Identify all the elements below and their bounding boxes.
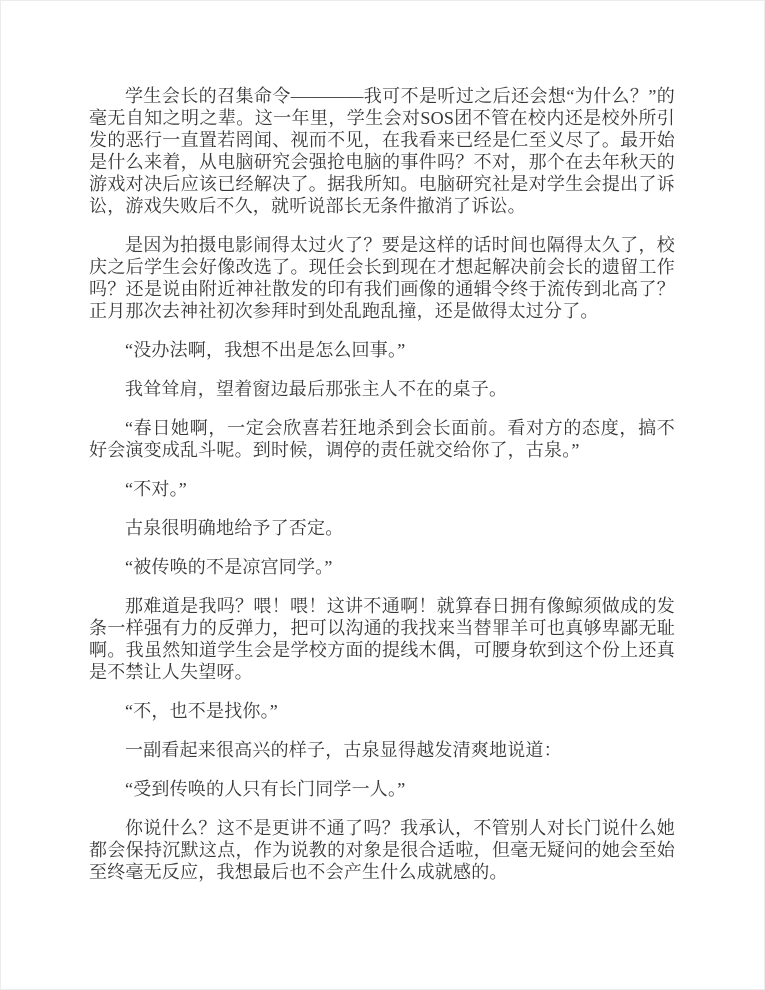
paragraph: “受到传唤的人只有长门同学一人。” [125,779,406,799]
paragraph: “春日她啊，一定会欣喜若狂地杀到会长面前。看对方的态度，搞不好会演变成乱斗呢。到时候，调停的责任就交给你了，古泉。” [89,418,675,460]
paragraph: 你说什么？这不是更讲不通了吗？我承认，不管别人对长门说什么她都会保持沉默这点，作为说教的对象是很合适啦，但毫无疑问的她会至始至终毫无反应，我想最后也不会产生什么成就感的。 [89,818,675,882]
paragraph: “不对。” [125,479,187,499]
paragraph: 是因为拍摄电影闹得太过火了？要是这样的话时间也隔得太久了，校庆之后学生会好像改选了。现任会长到现在才想起解决前会长的遗留工作吗？还是说由附近神社散发的印有我们画像的通辑令终于流传到北高了？正月那次去神社初次参拜时到处乱跑乱撞，还是做得太过分了。 [89,235,675,321]
paragraph: “被传唤的不是凉宫同学。” [125,557,333,577]
paragraph: 我耸耸肩，望着窗边最后那张主人不在的桌子。 [125,379,508,399]
paragraph: “没办法啊，我想不出是怎么回事。” [125,340,406,360]
novel-text-block [89,85,675,900]
paragraph: “不，也不是找你。” [125,701,278,721]
paragraph: 一副看起来很高兴的样子，古泉显得越发清爽地说道： [125,740,562,760]
paragraph: 那难道是我吗？喂！喂！这讲不通啊！就算春日拥有像鲸须做成的发条一样强有力的反弹力，把可以沟通的我找来当替罪羊可也真够卑鄙无耻啊。我虽然知道学生会是学校方面的提线木偶，可腰身软到这个份上还真是不禁让人失望呀。 [89,596,675,682]
paragraph: 古泉很明确地给予了否定。 [125,518,344,538]
paragraph: 学生会长的召集命令————我可不是听过之后还会想“为什么？”的毫无自知之明之辈。这一年里，学生会对SOS团不管在校内还是校外所引发的恶行一直置若罔闻、视而不见，在我看来已经是仁至义尽了。最开始是什么来着，从电脑研究会强抢电脑的事件吗？不对，那个在去年秋天的游戏对决后应该已经解决了。据我所知。电脑研究社是对学生会提出了诉讼，游戏失败后不久，就听说部长无条件撤消了诉讼。 [89,86,675,216]
